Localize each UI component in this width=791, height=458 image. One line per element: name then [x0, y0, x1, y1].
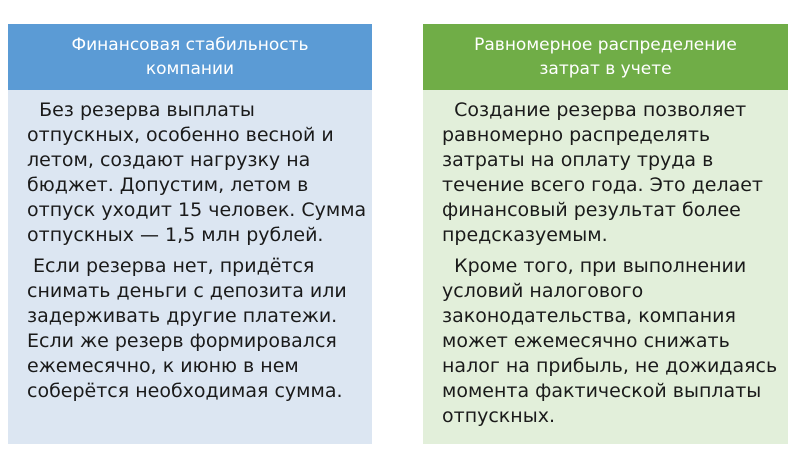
financial-stability-card	[8, 24, 372, 444]
text-line: Если же резерв формировался	[27, 330, 337, 352]
text-line: Кроме того, при выполнении	[442, 255, 747, 277]
text-line: затраты на оплату труда в	[442, 149, 714, 171]
cost-distribution-card	[423, 24, 788, 444]
text-line: налог на прибыль, не дожидаясь	[442, 355, 778, 377]
financial-stability-header	[8, 24, 372, 90]
text-line: отпуск уходит 15 человек. Сумма	[27, 199, 367, 221]
text-line: отпускных, особенно весной и	[27, 124, 334, 146]
text-line: отпускных.	[442, 405, 555, 427]
text-line: соберётся необходимая сумма.	[27, 380, 343, 402]
text-line: снимать деньги с депозита или	[27, 280, 347, 302]
text-line: ежемесячно, к июню в нем	[27, 355, 299, 377]
text-line: бюджет. Допустим, летом в	[27, 174, 309, 196]
text-line: задерживать другие платежи.	[27, 305, 338, 327]
text-line: равномерно распределять	[442, 124, 711, 146]
text-line: может ежемесячно снижать	[442, 330, 730, 352]
text-line: течение всего года. Это делает	[442, 174, 763, 196]
cost-distribution-body	[423, 90, 788, 444]
text-line: условий налогового	[442, 280, 644, 302]
text-line: Создание резерва позволяет	[442, 99, 747, 121]
cost-distribution-header	[423, 24, 788, 90]
text-line: предсказуемым.	[442, 224, 608, 246]
card-title-line: затрат в учете	[539, 59, 672, 79]
body-paragraph	[442, 254, 778, 429]
body-paragraph	[442, 98, 770, 248]
text-line: летом, создают нагрузку на	[27, 149, 311, 171]
card-title-line: компании	[145, 59, 235, 79]
body-paragraph	[27, 254, 354, 404]
financial-stability-body	[8, 90, 372, 444]
card-title-line: Равномерное распределение	[474, 35, 737, 55]
card-title	[71, 33, 308, 81]
text-line: Без резерва выплаты	[27, 99, 255, 121]
text-line: законодательства, компания	[442, 305, 736, 327]
card-title-line: Финансовая стабильность	[71, 35, 309, 55]
text-line: Если резерва нет, придётся	[27, 255, 315, 277]
text-line: момента фактической выплаты	[442, 380, 762, 402]
card-title	[474, 33, 737, 81]
text-line: финансовый результат более	[442, 199, 741, 221]
text-line: отпускных — 1,5 млн рублей.	[27, 224, 324, 246]
body-paragraph	[27, 98, 367, 248]
